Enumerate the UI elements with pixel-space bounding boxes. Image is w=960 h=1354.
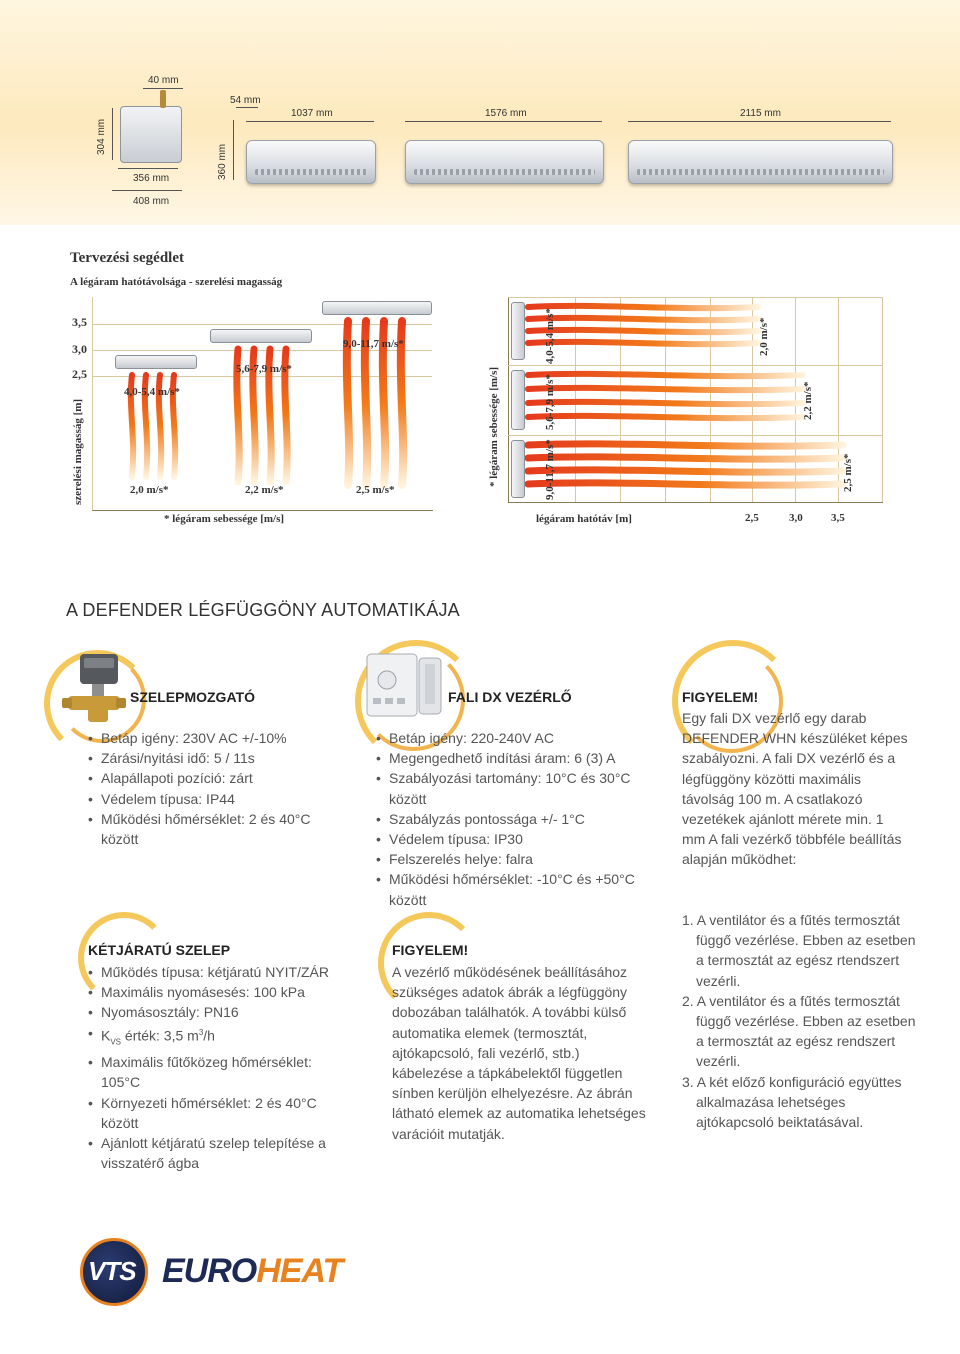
dim-1576: 1576 mm [485, 108, 527, 119]
chart-left-ylabel: szerelési magasság [m] [72, 398, 84, 505]
wall-controller-list [376, 728, 644, 910]
list-item: • Működés típusa: kétjáratú NYIT/ZÁR [88, 962, 338, 982]
chart-left-xlabel: * légáram sebessége [m/s] [164, 513, 285, 525]
vts-euroheat-logo [80, 1238, 350, 1308]
outlet-speed-label: 9,0-11,7 m/s* [544, 439, 556, 500]
notice-right-title: FIGYELEM! [682, 689, 759, 705]
list-item: • Betáp igény: 220-240V AC [376, 728, 644, 748]
curtain-unit-2115 [628, 140, 893, 184]
outlet-speed-label: 9,0-11,7 m/s* [343, 338, 404, 350]
chart-right-ylabel: * légáram sebessége [m/s] [488, 366, 500, 487]
planning-title: Tervezési segédlet [70, 250, 184, 266]
numbered-item: 1. A ventilátor és a fűtés termosztát függő vezérlése. Ebben az esetben a termosztát az egész rtendszert vezérli. [682, 912, 916, 989]
logo-vts-text: VTS [88, 1256, 136, 1286]
mini-unit-v2 [511, 370, 525, 430]
chart-right-xtick: 2,5 [745, 512, 759, 524]
list-item: • Ajánlott kétjáratú szelep telepítése a visszatérő ágba [88, 1133, 338, 1173]
list-item: • Működési hőmérséklet: -10°C és +50°C között [376, 869, 644, 909]
wall-controller-image [365, 650, 443, 720]
chart-right-xtick: 3,5 [831, 512, 845, 524]
list-item: • Betáp igény: 230V AC +/-10% [88, 728, 328, 748]
list-item: • Alapállapoti pozíció: zárt [88, 768, 328, 788]
mini-unit-v1 [511, 302, 525, 360]
mini-unit-3 [322, 301, 432, 315]
notice-middle-text: A vezérlő működésének beállításához szükséges adatok ábrák a légfüggöny dobozában találhatók. A további külső automatika elemek (termosztát, ajtókapcsoló, fali vezérlő, stb.) kábelezése a tápkábelektől független sínben kerüljön elhelyezésre. Az ábrán látható elemek az automatika lehetséges varációit mutatják. [392, 964, 646, 1142]
curtain-unit-1576 [405, 140, 604, 184]
valve-actuator-image [62, 650, 126, 726]
control-box-image [120, 106, 182, 163]
two-way-valve-list [88, 962, 338, 1173]
mini-unit-1 [115, 355, 197, 369]
list-item: • Maximális fűtőközeg hőmérséklet: 105°C [88, 1052, 338, 1092]
dim-304: 304 mm [96, 118, 107, 155]
list-item: • Működési hőmérséklet: 2 és 40°C között [88, 809, 328, 849]
logo-euroheat-text: EUROHEAT [162, 1252, 343, 1290]
list-item: • Megengedhető indítási áram: 6 (3) A [376, 748, 644, 768]
valve-actuator-title: SZELEPMOZGATÓ [130, 689, 255, 705]
control-box-pipe [160, 90, 166, 108]
chart-right-xtick: 3,0 [789, 512, 803, 524]
outlet-speed-label: 5,6-7,9 m/s* [544, 374, 556, 430]
h-flow-group-1 [528, 306, 758, 344]
chart-right-flows [508, 297, 882, 502]
notice-right-list [682, 910, 920, 1132]
floor-speed-label: 2,5 m/s* [356, 484, 395, 496]
two-way-valve-title: KÉTJÁRATÚ SZELEP [88, 942, 231, 958]
dim-54: 54 mm [230, 95, 261, 106]
outlet-speed-label: 4,0-5,4 m/s* [124, 386, 180, 398]
dim-356: 356 mm [133, 173, 170, 184]
chart-left-ytick: 3,0 [72, 342, 87, 356]
mini-unit-v3 [511, 440, 525, 498]
dim-2115: 2115 mm [740, 108, 781, 119]
wall-controller-title: FALI DX VEZÉRLŐ [448, 689, 572, 705]
chart-left-ytick: 3,5 [72, 315, 87, 329]
h-flow-group-2 [528, 374, 803, 418]
list-item: • Környezeti hőmérséklet: 2 és 40°C között [88, 1093, 338, 1133]
list-item: • Felszerelés helye: falra [376, 849, 644, 869]
curtain-unit-1037 [246, 140, 376, 184]
outlet-speed-label: 4,0-5,4 m/s* [544, 308, 556, 364]
list-item: • Védelem típusa: IP44 [88, 789, 328, 809]
valve-actuator-list [88, 728, 328, 849]
notice-middle-title: FIGYELEM! [392, 942, 469, 958]
notice-right-text: Egy fali DX vezérlő egy darab DEFENDER WHN készüléket képes szabályozni. A fali DX vezérlő és a légfüggöny közötti maximális távolság 100 m. A csatlakozó vezetékek ajánlott mérete min. 1 mm A fali vezérkő többféle beállítás alapján működhet: [682, 710, 908, 868]
planning-subtitle: A légáram hatótávolsága - szerelési magasság [70, 276, 283, 288]
chart-right-xlabel: légáram hatótáv [m] [536, 513, 632, 525]
list-item: • Nyomásosztály: PN16 [88, 1002, 338, 1022]
dim-40: 40 mm [148, 75, 179, 86]
numbered-item: 2. A ventilátor és a fűtés termosztát függő vezérlése. Ebben az esetben a termosztát az egész rendszert vezérli. [682, 992, 916, 1070]
section-title: A DEFENDER LÉGFÜGGÖNY AUTOMATIKÁJA [66, 600, 460, 620]
end-speed-label: 2,0 m/s* [758, 317, 770, 356]
outlet-speed-label: 5,6-7,9 m/s* [236, 363, 292, 375]
dim-360: 360 mm [217, 143, 228, 180]
h-flow-group-3 [528, 444, 843, 485]
dim-408: 408 mm [133, 196, 170, 207]
list-item: • Zárási/nyitási idő: 5 / 11s [88, 748, 328, 768]
end-speed-label: 2,5 m/s* [842, 453, 854, 492]
list-item: • Maximális nyomásesés: 100 kPa [88, 982, 338, 1002]
floor-speed-label: 2,0 m/s* [130, 484, 169, 496]
list-item: • Szabályozási tartomány: 10°C és 30°C között [376, 768, 644, 808]
chart-left-ytick: 2,5 [72, 367, 87, 381]
list-item: • Védelem típusa: IP30 [376, 829, 644, 849]
mini-unit-2 [210, 329, 312, 343]
end-speed-label: 2,2 m/s* [802, 381, 814, 420]
dim-1037: 1037 mm [291, 108, 333, 119]
list-item: • Szabályzás pontossága +/- 1°C [376, 809, 644, 829]
floor-speed-label: 2,2 m/s* [245, 484, 284, 496]
list-item-kvs: • $K_{VS}$ érték: 3,5 $m^3/h$ [88, 1023, 338, 1053]
numbered-item: 3. A két előző konfiguráció együttes alkalmazása lehetséges ajtókapcsoló beiktatásával. [682, 1073, 902, 1131]
